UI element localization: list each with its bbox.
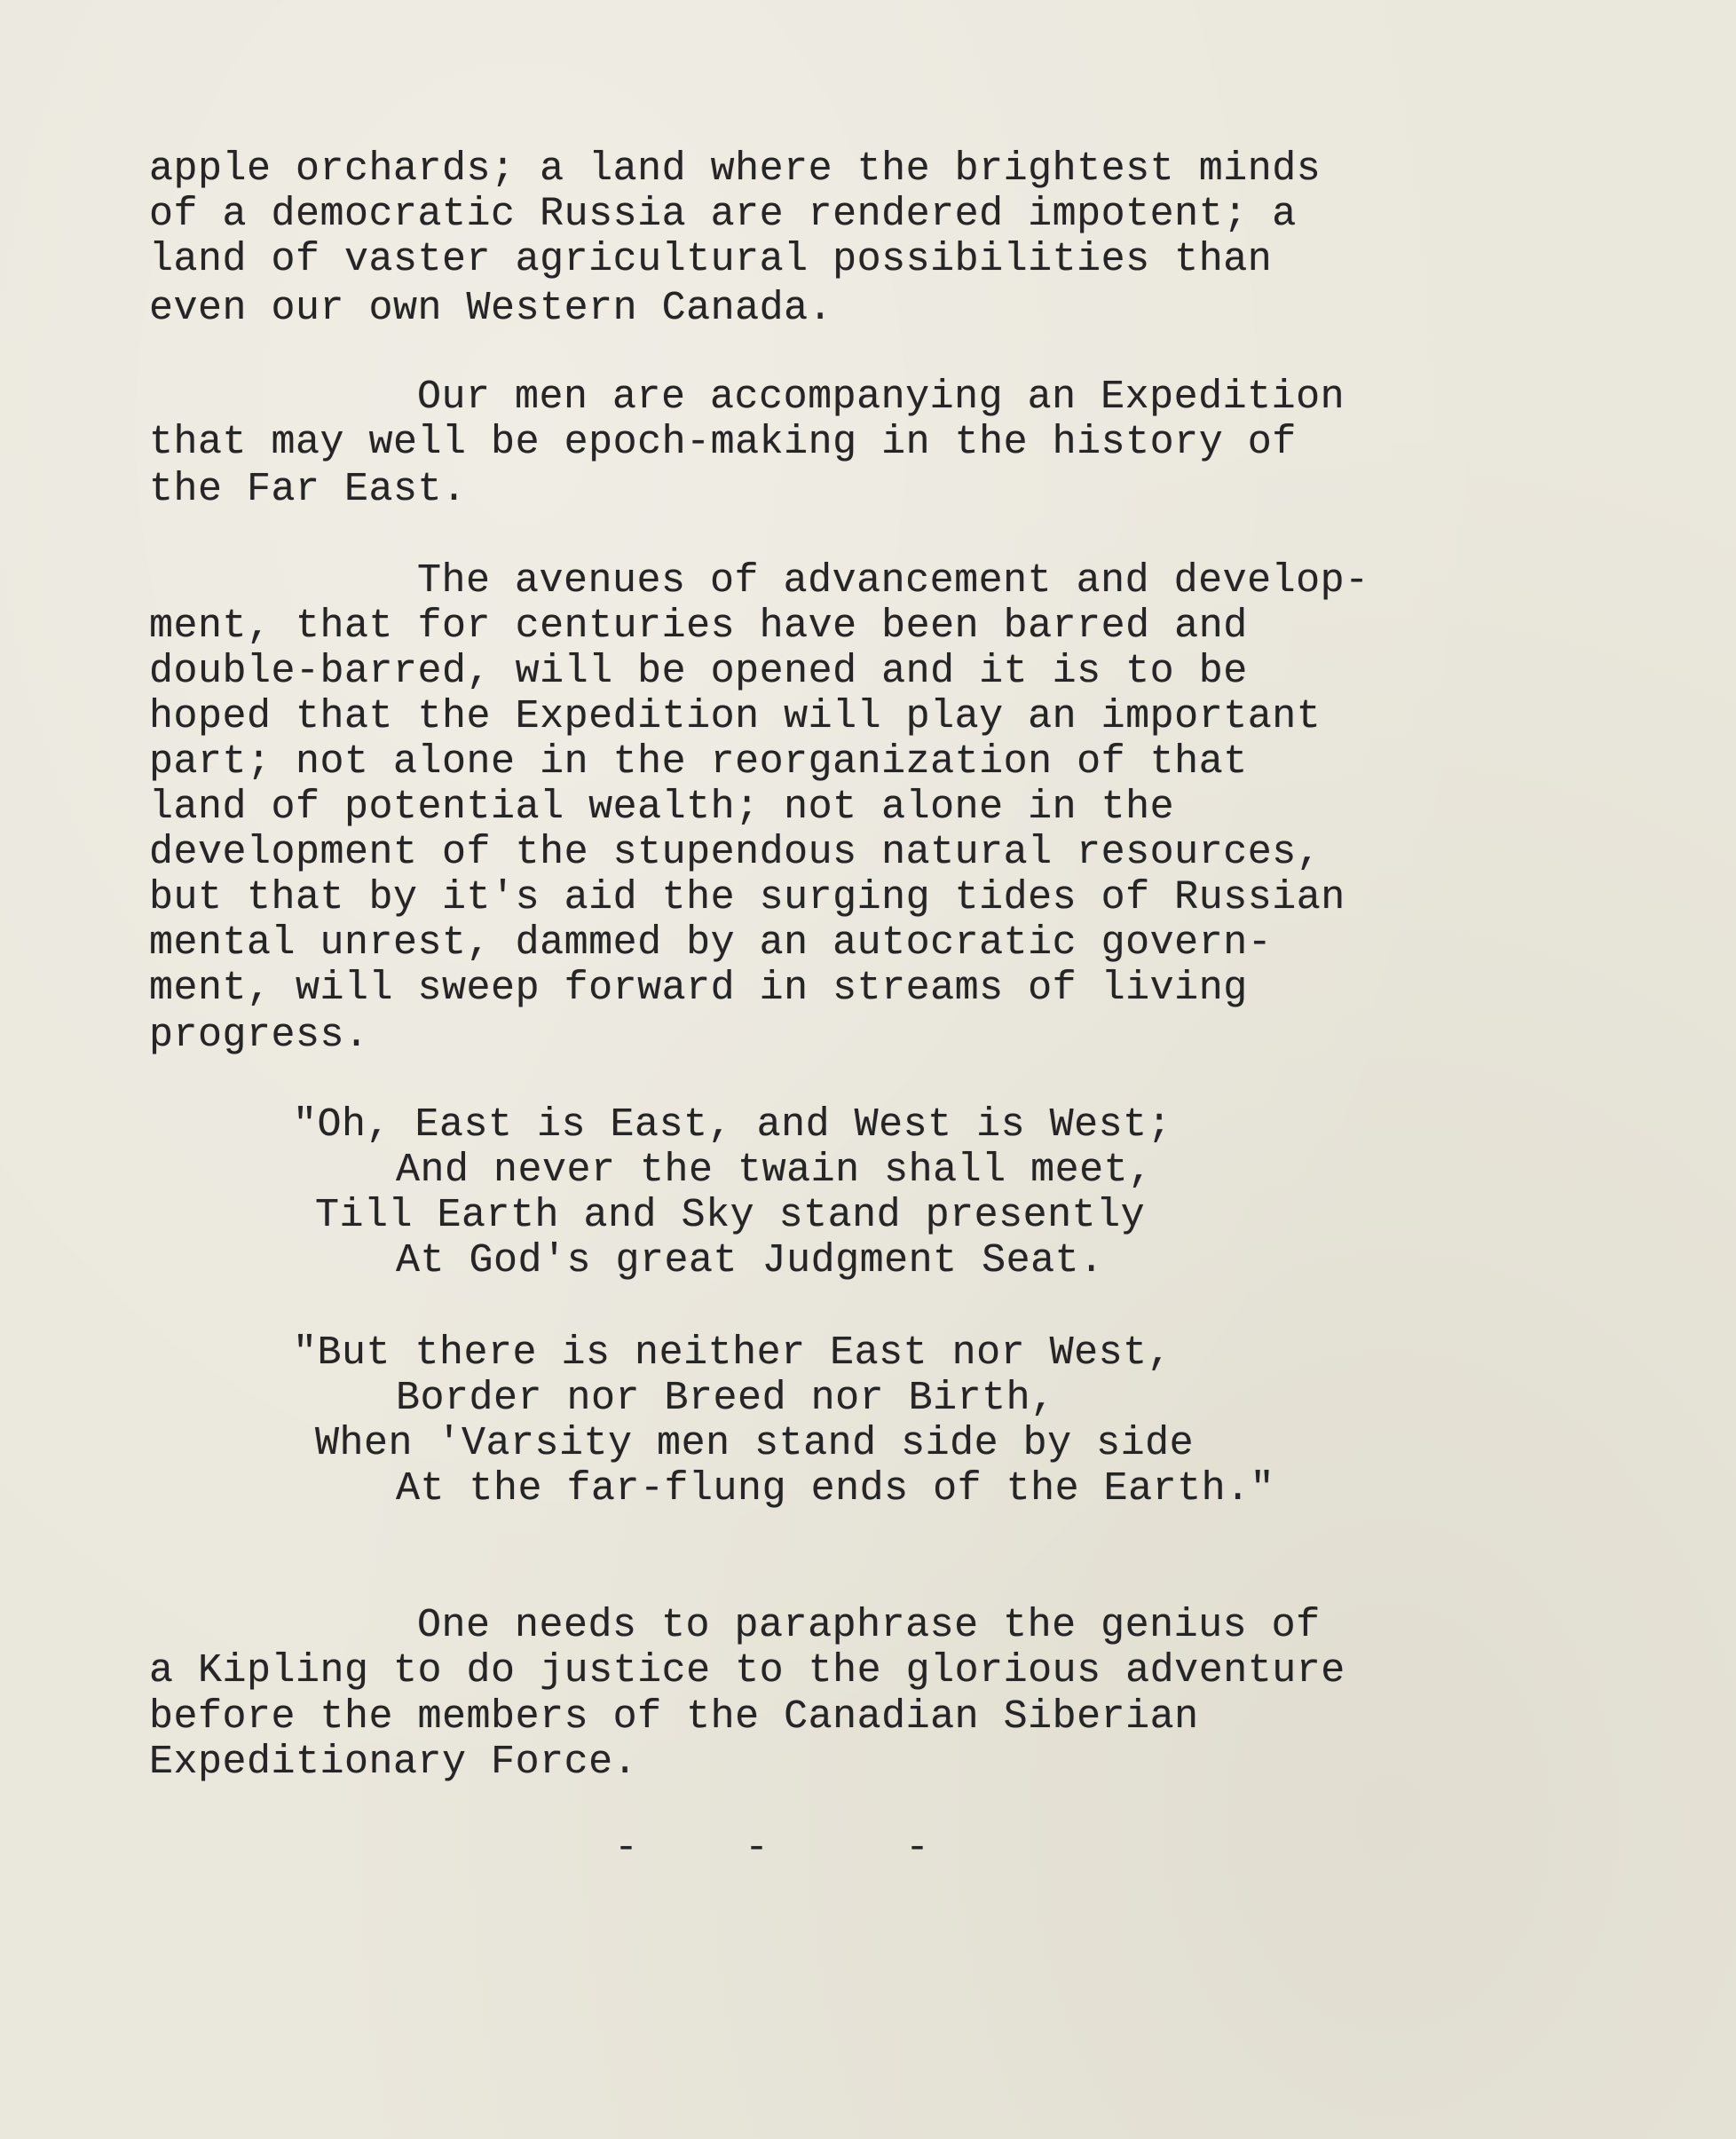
end-dash: - [614,1826,639,1871]
text-line: the Far East. [149,467,467,512]
verse-line: "But there is neither East nor West, [293,1330,1172,1376]
text-line: land of vaster agricultural possibilities than [149,237,1273,282]
verse-line: Till Earth and Sky stand presently [315,1193,1146,1238]
text-line: even our own Western Canada. [149,286,833,331]
text-line: land of potential wealth; not alone in the [149,785,1175,830]
text-line: The avenues of advancement and develop- [417,558,1369,604]
text-line: mental unrest, dammed by an autocratic govern- [149,920,1273,966]
text-line: but that by it's aid the surging tides of Russian [149,875,1345,920]
text-line: development of the stupendous natural resources, [149,830,1322,875]
text-line: Expeditionary Force. [149,1740,638,1785]
end-dash: - [905,1826,930,1871]
verse-line: When 'Varsity men stand side by side [315,1421,1195,1466]
verse-line: Border nor Breed nor Birth, [396,1376,1055,1421]
text-line: Our men are accompanying an Expedition [417,375,1345,420]
text-line: ment, will sweep forward in streams of living [149,966,1248,1011]
text-line: a Kipling to do justice to the glorious adventure [149,1648,1345,1693]
text-line: part; not alone in the reorganization of that [149,739,1248,785]
verse-line: At the far-flung ends of the Earth." [396,1466,1275,1512]
text-line: double-barred, will be opened and it is to be [149,649,1248,694]
text-line: before the members of the Canadian Siberian [149,1694,1199,1740]
verse-line: And never the twain shall meet, [396,1148,1153,1193]
text-line: that may well be epoch-making in the history of [149,420,1297,465]
text-line: of a democratic Russia are rendered impotent; a [149,192,1297,237]
verse-line: At God's great Judgment Seat. [396,1238,1104,1283]
text-line: hoped that the Expedition will play an important [149,694,1322,739]
verse-line: "Oh, East is East, and West is West; [293,1102,1172,1148]
end-dash: - [745,1826,769,1871]
text-line: ment, that for centuries have been barred and [149,604,1248,649]
text-line: progress. [149,1013,369,1058]
text-line: One needs to paraphrase the genius of [417,1603,1321,1648]
text-line: apple orchards; a land where the brightest minds [149,146,1322,192]
